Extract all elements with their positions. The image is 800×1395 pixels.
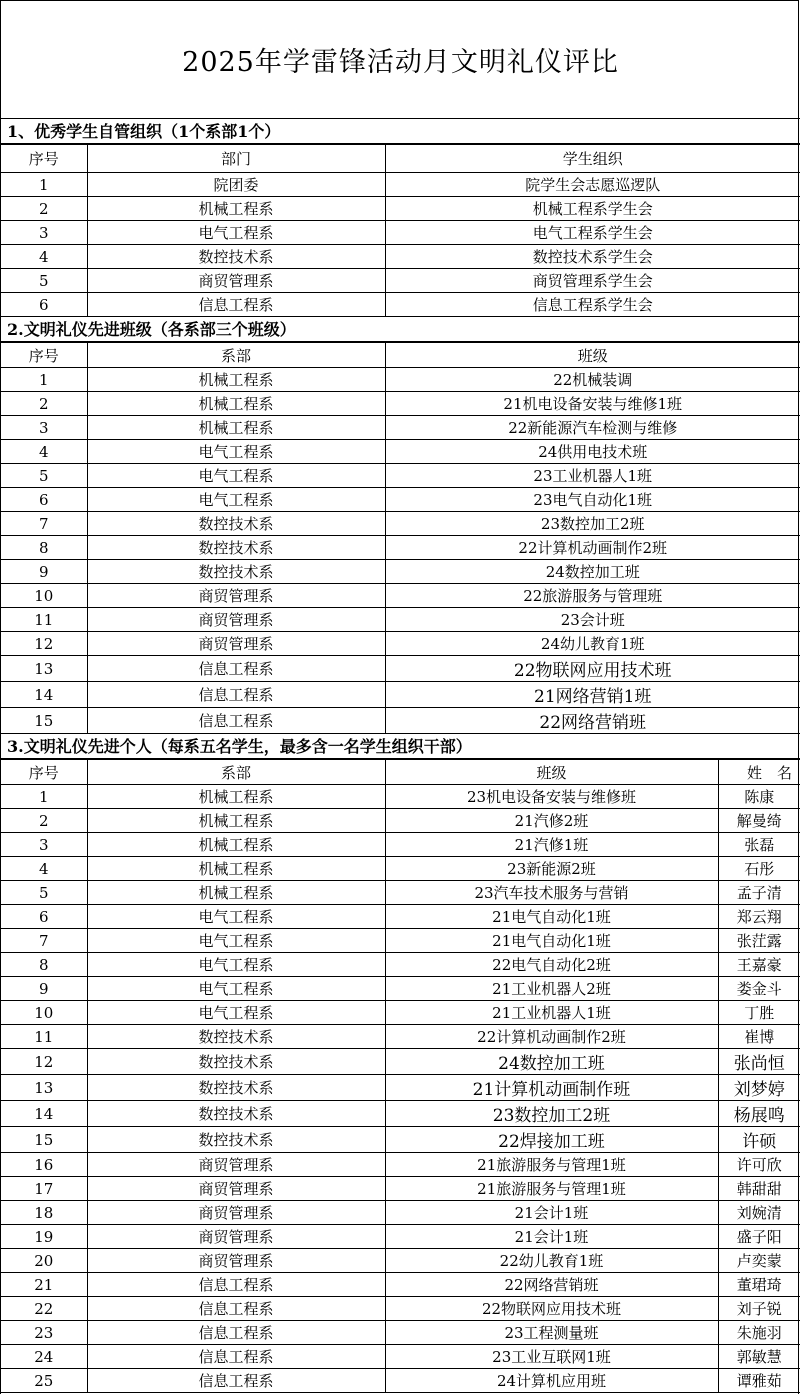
table-cell: 解曼绮	[718, 809, 800, 833]
table-cell: 15	[1, 708, 87, 734]
table-cell: 郑云翔	[718, 905, 800, 929]
table-row	[1, 682, 800, 708]
table-cell: 信息工程系学生会	[385, 293, 800, 317]
table-cell: 陈康	[718, 785, 800, 809]
table-cell: 机械工程系	[87, 392, 385, 416]
column-header: 序号	[1, 343, 87, 368]
table-cell: 21工业机器人2班	[385, 977, 718, 1001]
table-cell: 机械工程系	[87, 833, 385, 857]
table-cell: 16	[1, 1153, 87, 1177]
table-cell: 数控技术系	[87, 245, 385, 269]
table-row	[1, 173, 800, 197]
table-cell: 15	[1, 1127, 87, 1153]
table-row	[1, 392, 800, 416]
table-cell: 数控技术系	[87, 1049, 385, 1075]
table-cell: 信息工程系	[87, 1369, 385, 1393]
table-cell: 11	[1, 608, 87, 632]
table-row	[1, 708, 800, 734]
table-cell: 21计算机动画制作班	[385, 1075, 718, 1101]
table-cell: 电气工程系	[87, 905, 385, 929]
table-row	[1, 1297, 800, 1321]
section-1-heading: 1、优秀学生自管组织（1个系部1个）	[1, 119, 800, 144]
table-cell: 机械工程系	[87, 368, 385, 392]
table-cell: 8	[1, 953, 87, 977]
table-row	[1, 1225, 800, 1249]
table-cell: 商贸管理系	[87, 632, 385, 656]
table-cell: 10	[1, 584, 87, 608]
table-row	[1, 785, 800, 809]
table-cell: 10	[1, 1001, 87, 1025]
table-cell: 数控技术系	[87, 1075, 385, 1101]
table-row	[1, 293, 800, 317]
table-cell: 3	[1, 833, 87, 857]
table-cell: 7	[1, 512, 87, 536]
table-cell: 22新能源汽车检测与维修	[385, 416, 800, 440]
table-cell: 24数控加工班	[385, 560, 800, 584]
table-row	[1, 488, 800, 512]
section-2-heading: 2.文明礼仪先进班级（各系部三个班级）	[1, 317, 800, 342]
table-cell: 23电气自动化1班	[385, 488, 800, 512]
table-row	[1, 809, 800, 833]
table-row	[1, 905, 800, 929]
table-cell: 21机电设备安装与维修1班	[385, 392, 800, 416]
table-cell: 石彤	[718, 857, 800, 881]
advanced-class-table	[1, 342, 800, 734]
table-cell: 4	[1, 857, 87, 881]
table-cell: 9	[1, 560, 87, 584]
table-cell: 机械工程系学生会	[385, 197, 800, 221]
table-row	[1, 857, 800, 881]
table-row	[1, 1025, 800, 1049]
table-cell: 22旅游服务与管理班	[385, 584, 800, 608]
table-cell: 6	[1, 905, 87, 929]
table-cell: 崔博	[718, 1025, 800, 1049]
table-cell: 21会计1班	[385, 1225, 718, 1249]
table-cell: 张磊	[718, 833, 800, 857]
table-cell: 22网络营销班	[385, 1273, 718, 1297]
table-cell: 23汽车技术服务与营销	[385, 881, 718, 905]
table-row	[1, 1345, 800, 1369]
table-cell: 25	[1, 1369, 87, 1393]
table-row	[1, 1001, 800, 1025]
table-cell: 商贸管理系	[87, 1153, 385, 1177]
table-row	[1, 1369, 800, 1393]
table-cell: 信息工程系	[87, 293, 385, 317]
table-row	[1, 368, 800, 392]
table-cell: 电气工程系	[87, 221, 385, 245]
table-row	[1, 464, 800, 488]
table-cell: 数控技术系	[87, 1101, 385, 1127]
table-cell: 盛子阳	[718, 1225, 800, 1249]
table-cell: 商贸管理系	[87, 1225, 385, 1249]
column-header: 系部	[87, 343, 385, 368]
table-cell: 2	[1, 809, 87, 833]
table-cell: 刘梦婷	[718, 1075, 800, 1101]
table-cell: 21旅游服务与管理1班	[385, 1177, 718, 1201]
table-cell: 22网络营销班	[385, 708, 800, 734]
table-cell: 22	[1, 1297, 87, 1321]
table-cell: 13	[1, 656, 87, 682]
table-cell: 3	[1, 221, 87, 245]
page-title: 2025年学雷锋活动月文明礼仪评比	[1, 1, 800, 119]
table-cell: 6	[1, 293, 87, 317]
column-header: 班级	[385, 343, 800, 368]
table-cell: 商贸管理系	[87, 608, 385, 632]
table-cell: 23机电设备安装与维修班	[385, 785, 718, 809]
table-cell: 14	[1, 682, 87, 708]
table-cell: 朱施羽	[718, 1321, 800, 1345]
table-cell: 22计算机动画制作2班	[385, 536, 800, 560]
table-cell: 信息工程系	[87, 682, 385, 708]
table-row	[1, 416, 800, 440]
table-cell: 数控技术系	[87, 512, 385, 536]
column-header: 序号	[1, 145, 87, 173]
table-cell: 杨展鸣	[718, 1101, 800, 1127]
table-cell: 商贸管理系	[87, 1249, 385, 1273]
table-cell: 数控技术系学生会	[385, 245, 800, 269]
table-cell: 1	[1, 173, 87, 197]
table-cell: 孟子清	[718, 881, 800, 905]
table-cell: 电气工程系	[87, 977, 385, 1001]
table-row	[1, 584, 800, 608]
table-cell: 张尚恒	[718, 1049, 800, 1075]
table-cell: 24数控加工班	[385, 1049, 718, 1075]
table-cell: 24计算机应用班	[385, 1369, 718, 1393]
table-cell: 数控技术系	[87, 560, 385, 584]
table-cell: 22物联网应用技术班	[385, 1297, 718, 1321]
table-row	[1, 1321, 800, 1345]
table-row	[1, 953, 800, 977]
table-cell: 23数控加工2班	[385, 1101, 718, 1127]
section-3-heading: 3.文明礼仪先进个人（每系五名学生，最多含一名学生组织干部）	[1, 734, 800, 759]
table-cell: 张茳露	[718, 929, 800, 953]
table-cell: 17	[1, 1177, 87, 1201]
table-cell: 商贸管理系	[87, 584, 385, 608]
table-cell: 电气工程系	[87, 953, 385, 977]
table-cell: 2	[1, 197, 87, 221]
table-cell: 14	[1, 1101, 87, 1127]
table-cell: 电气工程系	[87, 440, 385, 464]
table-row	[1, 221, 800, 245]
table-row	[1, 881, 800, 905]
table-cell: 数控技术系	[87, 1127, 385, 1153]
table-cell: 信息工程系	[87, 1273, 385, 1297]
table-cell: 4	[1, 245, 87, 269]
table-cell: 机械工程系	[87, 416, 385, 440]
table-cell: 22焊接加工班	[385, 1127, 718, 1153]
table-header-row	[1, 343, 800, 368]
table-cell: 21旅游服务与管理1班	[385, 1153, 718, 1177]
table-row	[1, 1273, 800, 1297]
table-cell: 13	[1, 1075, 87, 1101]
table-cell: 21电气自动化1班	[385, 929, 718, 953]
advanced-individual-table	[1, 759, 800, 1393]
table-cell: 19	[1, 1225, 87, 1249]
column-header: 部门	[87, 145, 385, 173]
table-cell: 董珺琦	[718, 1273, 800, 1297]
table-cell: 18	[1, 1201, 87, 1225]
table-cell: 电气工程系	[87, 488, 385, 512]
table-cell: 院学生会志愿巡逻队	[385, 173, 800, 197]
table-cell: 王嘉豪	[718, 953, 800, 977]
table-cell: 5	[1, 881, 87, 905]
table-cell: 许可欣	[718, 1153, 800, 1177]
table-cell: 商贸管理系	[87, 1201, 385, 1225]
table-row	[1, 560, 800, 584]
table-cell: 11	[1, 1025, 87, 1049]
column-header: 序号	[1, 760, 87, 785]
table-cell: 机械工程系	[87, 809, 385, 833]
table-row	[1, 1101, 800, 1127]
table-cell: 7	[1, 929, 87, 953]
table-cell: 机械工程系	[87, 785, 385, 809]
table-cell: 23工程测量班	[385, 1321, 718, 1345]
table-cell: 21网络营销1班	[385, 682, 800, 708]
table-cell: 信息工程系	[87, 1297, 385, 1321]
table-cell: 许硕	[718, 1127, 800, 1153]
table-cell: 机械工程系	[87, 857, 385, 881]
table-cell: 娄金斗	[718, 977, 800, 1001]
table-cell: 3	[1, 416, 87, 440]
table-cell: 22计算机动画制作2班	[385, 1025, 718, 1049]
table-cell: 机械工程系	[87, 881, 385, 905]
table-cell: 信息工程系	[87, 708, 385, 734]
table-cell: 9	[1, 977, 87, 1001]
table-row	[1, 512, 800, 536]
table-row	[1, 1127, 800, 1153]
table-cell: 21	[1, 1273, 87, 1297]
table-cell: 数控技术系	[87, 1025, 385, 1049]
table-cell: 电气工程系	[87, 464, 385, 488]
table-cell: 信息工程系	[87, 656, 385, 682]
table-cell: 24幼儿教育1班	[385, 632, 800, 656]
table-cell: 信息工程系	[87, 1345, 385, 1369]
table-cell: 20	[1, 1249, 87, 1273]
table-cell: 韩甜甜	[718, 1177, 800, 1201]
table-cell: 23新能源2班	[385, 857, 718, 881]
table-cell: 22物联网应用技术班	[385, 656, 800, 682]
student-organization-table	[1, 144, 800, 317]
table-cell: 21会计1班	[385, 1201, 718, 1225]
table-cell: 1	[1, 368, 87, 392]
table-row	[1, 632, 800, 656]
table-row	[1, 197, 800, 221]
table-header-row	[1, 760, 800, 785]
table-row	[1, 833, 800, 857]
table-row	[1, 1177, 800, 1201]
table-cell: 23工业机器人1班	[385, 464, 800, 488]
table-cell: 商贸管理系学生会	[385, 269, 800, 293]
table-cell: 郭敏慧	[718, 1345, 800, 1369]
table-cell: 22电气自动化2班	[385, 953, 718, 977]
table-row	[1, 1201, 800, 1225]
table-row	[1, 608, 800, 632]
table-cell: 6	[1, 488, 87, 512]
table-cell: 商贸管理系	[87, 1177, 385, 1201]
table-cell: 21汽修1班	[385, 833, 718, 857]
table-row	[1, 1075, 800, 1101]
table-row	[1, 269, 800, 293]
table-cell: 丁胜	[718, 1001, 800, 1025]
table-cell: 23	[1, 1321, 87, 1345]
table-cell: 21工业机器人1班	[385, 1001, 718, 1025]
table-cell: 2	[1, 392, 87, 416]
table-cell: 4	[1, 440, 87, 464]
column-header: 学生组织	[385, 145, 800, 173]
table-cell: 22机械装调	[385, 368, 800, 392]
table-cell: 5	[1, 269, 87, 293]
table-cell: 信息工程系	[87, 1321, 385, 1345]
column-header: 系部	[87, 760, 385, 785]
table-cell: 卢奕蒙	[718, 1249, 800, 1273]
table-cell: 电气工程系	[87, 929, 385, 953]
table-cell: 23工业互联网1班	[385, 1345, 718, 1369]
table-row	[1, 440, 800, 464]
table-cell: 电气工程系学生会	[385, 221, 800, 245]
table-cell: 8	[1, 536, 87, 560]
table-cell: 机械工程系	[87, 197, 385, 221]
table-cell: 21电气自动化1班	[385, 905, 718, 929]
column-header: 班级	[385, 760, 718, 785]
table-cell: 23会计班	[385, 608, 800, 632]
table-row	[1, 1049, 800, 1075]
table-cell: 数控技术系	[87, 536, 385, 560]
table-cell: 12	[1, 632, 87, 656]
table-row	[1, 1153, 800, 1177]
table-row	[1, 536, 800, 560]
table-cell: 5	[1, 464, 87, 488]
table-row	[1, 245, 800, 269]
table-cell: 22幼儿教育1班	[385, 1249, 718, 1273]
table-row	[1, 656, 800, 682]
table-row	[1, 977, 800, 1001]
table-cell: 24	[1, 1345, 87, 1369]
table-cell: 23数控加工2班	[385, 512, 800, 536]
table-cell: 电气工程系	[87, 1001, 385, 1025]
table-cell: 商贸管理系	[87, 269, 385, 293]
table-row	[1, 929, 800, 953]
table-cell: 院团委	[87, 173, 385, 197]
column-header: 姓 名	[718, 760, 800, 785]
table-cell: 刘婉清	[718, 1201, 800, 1225]
table-cell: 1	[1, 785, 87, 809]
table-cell: 24供用电技术班	[385, 440, 800, 464]
table-header-row	[1, 145, 800, 173]
table-cell: 12	[1, 1049, 87, 1075]
table-row	[1, 1249, 800, 1273]
table-cell: 谭雅茹	[718, 1369, 800, 1393]
table-cell: 刘子锐	[718, 1297, 800, 1321]
table-cell: 21汽修2班	[385, 809, 718, 833]
